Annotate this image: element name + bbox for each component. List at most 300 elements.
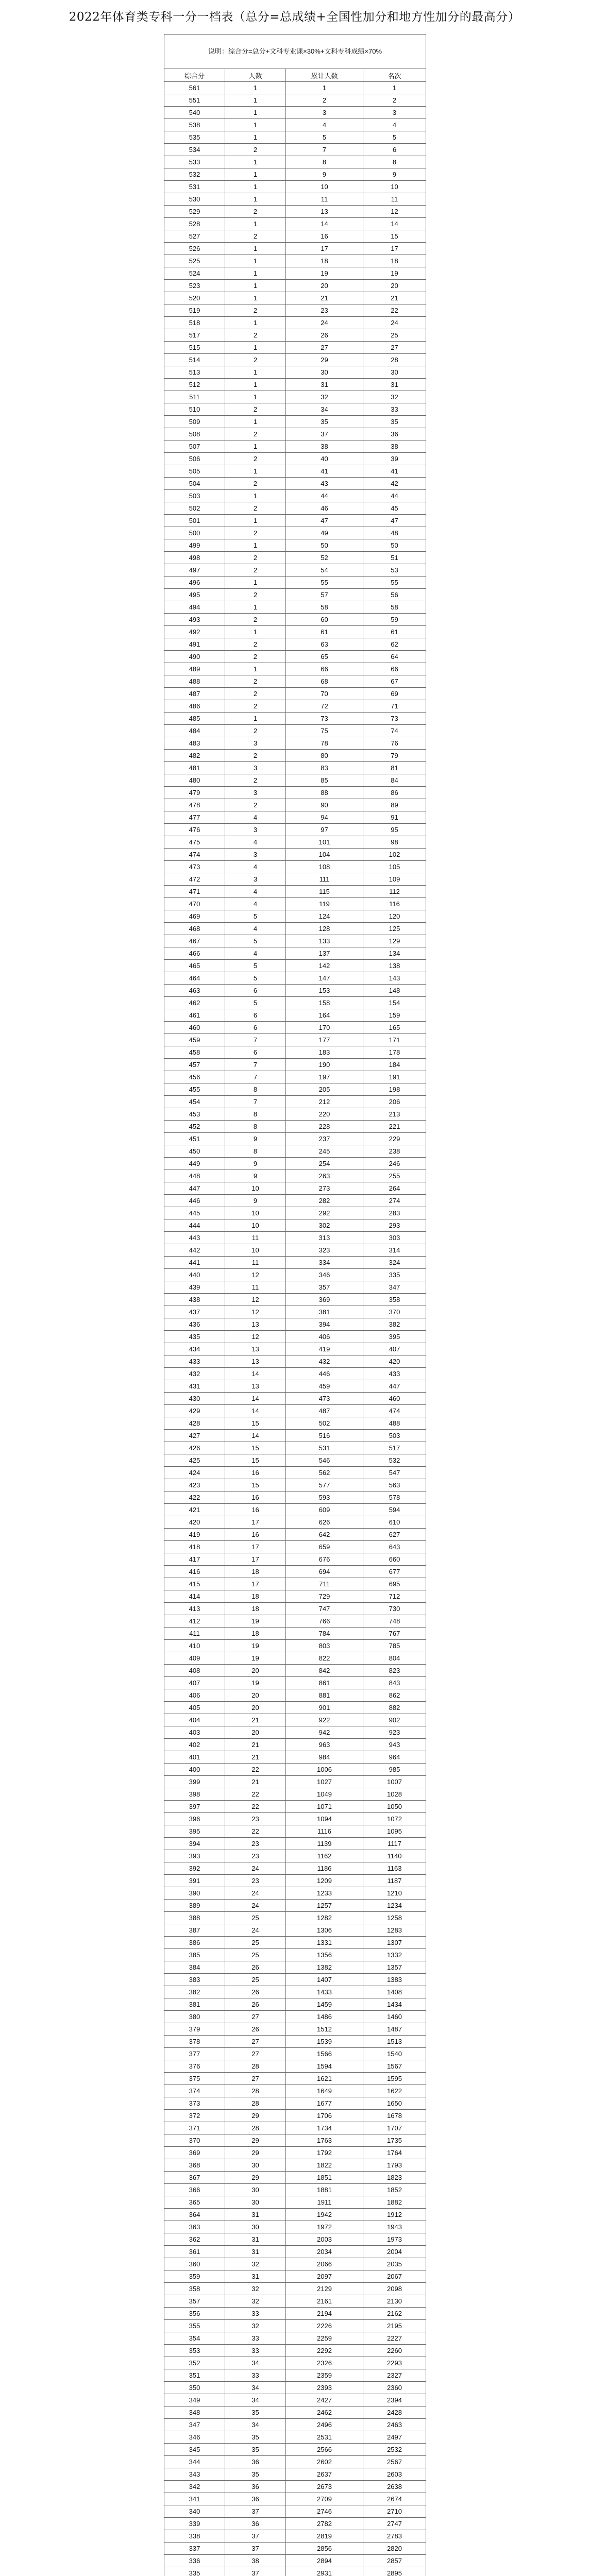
cell-score: 351 (164, 2369, 225, 2382)
cell-score: 481 (164, 762, 225, 774)
table-row (164, 935, 426, 947)
cell-cumulative: 2566 (286, 2444, 363, 2456)
cell-count: 15 (225, 1442, 286, 1454)
table-row (164, 2382, 426, 2394)
table-row (164, 947, 426, 960)
cell-rank: 64 (363, 651, 426, 663)
cell-rank: 125 (363, 923, 426, 935)
cell-rank: 62 (363, 638, 426, 651)
cell-score: 494 (164, 601, 225, 614)
cell-cumulative: 676 (286, 1553, 363, 1566)
cell-rank: 6 (363, 144, 426, 156)
table-row (164, 2555, 426, 2567)
cell-count: 1 (225, 490, 286, 502)
cell-rank: 382 (363, 1318, 426, 1331)
cell-rank: 171 (363, 1034, 426, 1046)
table-row (164, 1788, 426, 1801)
table-row (164, 515, 426, 527)
cell-count: 33 (225, 2308, 286, 2320)
cell-count: 1 (225, 317, 286, 329)
cell-count: 27 (225, 2048, 286, 2060)
cell-rank: 1095 (363, 1825, 426, 1838)
cell-score: 523 (164, 280, 225, 292)
table-row (164, 2270, 426, 2283)
cell-rank: 627 (363, 1529, 426, 1541)
cell-count: 24 (225, 1887, 286, 1900)
cell-score: 510 (164, 403, 225, 416)
cell-score: 376 (164, 2060, 225, 2073)
cell-cumulative: 37 (286, 428, 363, 440)
cell-rank: 8 (363, 156, 426, 168)
cell-cumulative: 487 (286, 1405, 363, 1417)
cell-score: 424 (164, 1467, 225, 1479)
cell-rank: 1764 (363, 2147, 426, 2159)
cell-rank: 420 (363, 1355, 426, 1368)
cell-count: 25 (225, 1912, 286, 1924)
cell-cumulative: 31 (286, 379, 363, 391)
cell-score: 421 (164, 1504, 225, 1516)
cell-cumulative: 44 (286, 490, 363, 502)
cell-score: 368 (164, 2159, 225, 2172)
cell-cumulative: 16 (286, 230, 363, 243)
table-row (164, 2468, 426, 2481)
cell-rank: 206 (363, 1096, 426, 1108)
table-row (164, 2518, 426, 2530)
table-row (164, 700, 426, 713)
table-row (164, 2073, 426, 2085)
cell-count: 7 (225, 1059, 286, 1071)
table-row (164, 1009, 426, 1022)
cell-score: 399 (164, 1776, 225, 1788)
cell-cumulative: 2531 (286, 2431, 363, 2444)
cell-count: 17 (225, 1541, 286, 1553)
cell-score: 436 (164, 1318, 225, 1331)
cell-score: 335 (164, 2567, 225, 2576)
cell-count: 25 (225, 1974, 286, 1986)
cell-score: 466 (164, 947, 225, 960)
cell-rank: 178 (363, 1046, 426, 1059)
cell-rank: 964 (363, 1751, 426, 1764)
table-row (164, 1615, 426, 1628)
cell-cumulative: 2259 (286, 2332, 363, 2345)
table-row (164, 2122, 426, 2134)
cell-score: 489 (164, 663, 225, 675)
cell-rank: 73 (363, 713, 426, 725)
cell-count: 2 (225, 502, 286, 515)
cell-cumulative: 41 (286, 465, 363, 478)
cell-rank: 45 (363, 502, 426, 515)
cell-score: 444 (164, 1219, 225, 1232)
cell-score: 359 (164, 2270, 225, 2283)
cell-rank: 1460 (363, 2011, 426, 2023)
cell-rank: 105 (363, 861, 426, 873)
cell-rank: 660 (363, 1553, 426, 1566)
cell-score: 463 (164, 985, 225, 997)
cell-score: 480 (164, 774, 225, 787)
cell-rank: 1408 (363, 1986, 426, 1998)
cell-score: 528 (164, 218, 225, 230)
table-row (164, 651, 426, 663)
cell-count: 2 (225, 675, 286, 688)
cell-rank: 129 (363, 935, 426, 947)
cell-rank: 1072 (363, 1813, 426, 1825)
table-row (164, 1764, 426, 1776)
table-row (164, 156, 426, 168)
cell-cumulative: 104 (286, 849, 363, 861)
cell-cumulative: 1972 (286, 2221, 363, 2233)
cell-rank: 41 (363, 465, 426, 478)
table-row (164, 465, 426, 478)
table-row (164, 2431, 426, 2444)
cell-count: 38 (225, 2555, 286, 2567)
cell-score: 383 (164, 1974, 225, 1986)
column-header-score: 综合分 (164, 69, 225, 82)
cell-score: 429 (164, 1405, 225, 1417)
cell-rank: 76 (363, 737, 426, 750)
cell-rank: 2 (363, 94, 426, 107)
cell-cumulative: 1186 (286, 1862, 363, 1875)
cell-cumulative: 75 (286, 725, 363, 737)
cell-rank: 882 (363, 1702, 426, 1714)
cell-cumulative: 1881 (286, 2184, 363, 2196)
table-row (164, 280, 426, 292)
table-row (164, 985, 426, 997)
cell-rank: 165 (363, 1022, 426, 1034)
table-row (164, 206, 426, 218)
table-row (164, 2357, 426, 2369)
table-header-row (164, 69, 426, 82)
cell-count: 1 (225, 601, 286, 614)
cell-cumulative: 357 (286, 1281, 363, 1294)
table-row (164, 1590, 426, 1603)
table-row (164, 1838, 426, 1850)
table-row (164, 1417, 426, 1430)
cell-score: 420 (164, 1516, 225, 1529)
cell-rank: 1567 (363, 2060, 426, 2073)
cell-score: 379 (164, 2023, 225, 2036)
cell-cumulative: 562 (286, 1467, 363, 1479)
cell-cumulative: 158 (286, 997, 363, 1009)
cell-rank: 42 (363, 478, 426, 490)
table-row (164, 663, 426, 675)
cell-score: 527 (164, 230, 225, 243)
cell-count: 18 (225, 1590, 286, 1603)
cell-cumulative: 2066 (286, 2258, 363, 2270)
cell-rank: 370 (363, 1306, 426, 1318)
table-row (164, 2097, 426, 2110)
table-row (164, 2134, 426, 2147)
cell-count: 29 (225, 2172, 286, 2184)
cell-count: 4 (225, 898, 286, 910)
cell-count: 9 (225, 1170, 286, 1182)
cell-score: 511 (164, 391, 225, 403)
cell-cumulative: 177 (286, 1034, 363, 1046)
cell-cumulative: 49 (286, 527, 363, 539)
cell-cumulative: 68 (286, 675, 363, 688)
cell-score: 505 (164, 465, 225, 478)
cell-rank: 138 (363, 960, 426, 972)
cell-cumulative: 183 (286, 1046, 363, 1059)
cell-score: 492 (164, 626, 225, 638)
table-row (164, 799, 426, 811)
table-row (164, 1294, 426, 1306)
cell-rank: 1007 (363, 1776, 426, 1788)
cell-cumulative: 2003 (286, 2233, 363, 2246)
cell-score: 506 (164, 453, 225, 465)
cell-count: 5 (225, 960, 286, 972)
cell-count: 1 (225, 218, 286, 230)
cell-cumulative: 3 (286, 107, 363, 119)
table-row (164, 1689, 426, 1702)
cell-rank: 1434 (363, 1998, 426, 2011)
cell-score: 508 (164, 428, 225, 440)
table-row (164, 2406, 426, 2419)
table-row (164, 2543, 426, 2555)
table-row (164, 1145, 426, 1158)
cell-cumulative: 26 (286, 329, 363, 342)
table-row (164, 1269, 426, 1281)
cell-cumulative: 2819 (286, 2530, 363, 2543)
cell-rank: 2603 (363, 2468, 426, 2481)
cell-rank: 1258 (363, 1912, 426, 1924)
cell-score: 432 (164, 1368, 225, 1380)
cell-score: 446 (164, 1195, 225, 1207)
cell-rank: 1973 (363, 2233, 426, 2246)
cell-count: 19 (225, 1615, 286, 1628)
cell-count: 35 (225, 2468, 286, 2481)
cell-count: 5 (225, 910, 286, 923)
cell-cumulative: 2226 (286, 2320, 363, 2332)
cell-count: 32 (225, 2295, 286, 2308)
cell-score: 476 (164, 824, 225, 836)
cell-count: 13 (225, 1355, 286, 1368)
cell-rank: 17 (363, 243, 426, 255)
cell-cumulative: 124 (286, 910, 363, 923)
cell-score: 474 (164, 849, 225, 861)
cell-cumulative: 2129 (286, 2283, 363, 2295)
table-row (164, 1244, 426, 1257)
table-row (164, 2048, 426, 2060)
cell-count: 5 (225, 997, 286, 1009)
table-row (164, 1182, 426, 1195)
cell-score: 530 (164, 193, 225, 206)
cell-score: 495 (164, 589, 225, 601)
cell-rank: 95 (363, 824, 426, 836)
cell-count: 2 (225, 589, 286, 601)
cell-count: 9 (225, 1195, 286, 1207)
table-row (164, 2567, 426, 2576)
cell-count: 15 (225, 1479, 286, 1492)
table-row (164, 2481, 426, 2493)
cell-score: 361 (164, 2246, 225, 2258)
cell-rank: 58 (363, 601, 426, 614)
cell-cumulative: 35 (286, 416, 363, 428)
cell-score: 392 (164, 1862, 225, 1875)
cell-rank: 89 (363, 799, 426, 811)
cell-cumulative: 822 (286, 1652, 363, 1665)
cell-score: 512 (164, 379, 225, 391)
cell-score: 488 (164, 675, 225, 688)
cell-count: 2 (225, 552, 286, 564)
cell-score: 357 (164, 2295, 225, 2308)
cell-cumulative: 1822 (286, 2159, 363, 2172)
cell-count: 12 (225, 1269, 286, 1281)
table-row (164, 1640, 426, 1652)
cell-count: 22 (225, 1764, 286, 1776)
cell-score: 529 (164, 206, 225, 218)
cell-rank: 2532 (363, 2444, 426, 2456)
cell-count: 2 (225, 725, 286, 737)
cell-rank: 1622 (363, 2085, 426, 2097)
cell-cumulative: 254 (286, 1158, 363, 1170)
cell-cumulative: 57 (286, 589, 363, 601)
cell-score: 445 (164, 1207, 225, 1219)
cell-count: 2 (225, 354, 286, 366)
cell-rank: 1513 (363, 2036, 426, 2048)
cell-score: 409 (164, 1652, 225, 1665)
cell-cumulative: 108 (286, 861, 363, 873)
cell-cumulative: 55 (286, 577, 363, 589)
cell-cumulative: 94 (286, 811, 363, 824)
cell-rank: 1332 (363, 1949, 426, 1961)
cell-rank: 2820 (363, 2543, 426, 2555)
cell-count: 28 (225, 2085, 286, 2097)
cell-count: 4 (225, 923, 286, 935)
cell-rank: 143 (363, 972, 426, 985)
cell-count: 31 (225, 2270, 286, 2283)
cell-count: 36 (225, 2481, 286, 2493)
cell-cumulative: 66 (286, 663, 363, 675)
table-row (164, 2172, 426, 2184)
table-row (164, 354, 426, 366)
cell-cumulative: 101 (286, 836, 363, 849)
cell-cumulative: 220 (286, 1108, 363, 1121)
cell-count: 28 (225, 2097, 286, 2110)
table-row (164, 2221, 426, 2233)
cell-count: 36 (225, 2518, 286, 2530)
cell-score: 430 (164, 1393, 225, 1405)
table-row (164, 2196, 426, 2209)
cell-score: 394 (164, 1838, 225, 1850)
cell-count: 1 (225, 440, 286, 453)
cell-score: 393 (164, 1850, 225, 1862)
table-row (164, 218, 426, 230)
table-row (164, 1516, 426, 1529)
cell-score: 360 (164, 2258, 225, 2270)
cell-score: 525 (164, 255, 225, 267)
cell-rank: 335 (363, 1269, 426, 1281)
cell-score: 353 (164, 2345, 225, 2357)
cell-cumulative: 406 (286, 1331, 363, 1343)
table-row (164, 366, 426, 379)
cell-count: 2 (225, 688, 286, 700)
cell-score: 509 (164, 416, 225, 428)
cell-score: 467 (164, 935, 225, 947)
cell-score: 356 (164, 2308, 225, 2320)
cell-cumulative: 18 (286, 255, 363, 267)
cell-cumulative: 2637 (286, 2468, 363, 2481)
cell-count: 13 (225, 1318, 286, 1331)
cell-count: 8 (225, 1145, 286, 1158)
cell-rank: 55 (363, 577, 426, 589)
table-row (164, 2320, 426, 2332)
cell-rank: 643 (363, 1541, 426, 1553)
cell-count: 6 (225, 1046, 286, 1059)
cell-score: 451 (164, 1133, 225, 1145)
cell-rank: 1210 (363, 1887, 426, 1900)
table-row (164, 1096, 426, 1108)
cell-score: 531 (164, 181, 225, 193)
cell-rank: 532 (363, 1454, 426, 1467)
cell-count: 25 (225, 1949, 286, 1961)
cell-cumulative: 459 (286, 1380, 363, 1393)
table-row (164, 1046, 426, 1059)
table-row (164, 490, 426, 502)
table-row (164, 1801, 426, 1813)
cell-rank: 4 (363, 119, 426, 131)
cell-rank: 433 (363, 1368, 426, 1380)
cell-count: 2 (225, 453, 286, 465)
cell-rank: 2857 (363, 2555, 426, 2567)
cell-cumulative: 119 (286, 898, 363, 910)
cell-cumulative: 1792 (286, 2147, 363, 2159)
cell-cumulative: 197 (286, 1071, 363, 1083)
table-row (164, 589, 426, 601)
table-row (164, 960, 426, 972)
cell-score: 389 (164, 1900, 225, 1912)
table-row (164, 601, 426, 614)
table-row (164, 2246, 426, 2258)
cell-score: 375 (164, 2073, 225, 2085)
cell-rank: 823 (363, 1665, 426, 1677)
cell-rank: 2162 (363, 2308, 426, 2320)
cell-score: 371 (164, 2122, 225, 2134)
table-row (164, 2258, 426, 2270)
table-row (164, 144, 426, 156)
table-row (164, 1219, 426, 1232)
table-row (164, 428, 426, 440)
table-row (164, 243, 426, 255)
cell-score: 416 (164, 1566, 225, 1578)
cell-cumulative: 43 (286, 478, 363, 490)
cell-cumulative: 2 (286, 94, 363, 107)
table-row (164, 762, 426, 774)
cell-rank: 184 (363, 1059, 426, 1071)
cell-rank: 293 (363, 1219, 426, 1232)
cell-cumulative: 1851 (286, 2172, 363, 2184)
cell-score: 413 (164, 1603, 225, 1615)
cell-count: 1 (225, 577, 286, 589)
cell-cumulative: 381 (286, 1306, 363, 1318)
table-row (164, 1331, 426, 1343)
cell-score: 348 (164, 2406, 225, 2419)
cell-cumulative: 50 (286, 539, 363, 552)
cell-count: 28 (225, 2122, 286, 2134)
cell-score: 418 (164, 1541, 225, 1553)
cell-score: 442 (164, 1244, 225, 1257)
cell-cumulative: 19 (286, 267, 363, 280)
cell-count: 2 (225, 329, 286, 342)
cell-count: 35 (225, 2431, 286, 2444)
cell-rank: 3 (363, 107, 426, 119)
cell-cumulative: 546 (286, 1454, 363, 1467)
cell-rank: 246 (363, 1158, 426, 1170)
cell-count: 2 (225, 651, 286, 663)
cell-rank: 120 (363, 910, 426, 923)
cell-cumulative: 1763 (286, 2134, 363, 2147)
cell-count: 27 (225, 2036, 286, 2048)
cell-cumulative: 1407 (286, 1974, 363, 1986)
